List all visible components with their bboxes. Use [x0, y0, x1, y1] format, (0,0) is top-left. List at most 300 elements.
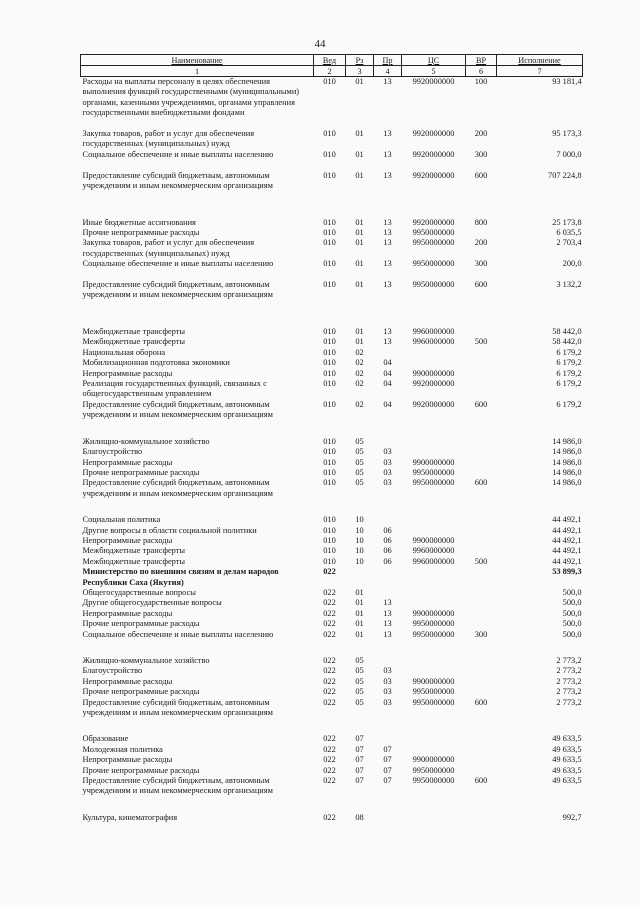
cell-cs [402, 567, 466, 588]
cell-vr [466, 666, 497, 676]
cell-exec: 49 633,5 [552, 765, 582, 775]
cell-ved: 010 [323, 556, 336, 566]
header-number: 7 [497, 66, 583, 77]
cell-rz: 05 [355, 656, 364, 665]
cell-rz: 01 [355, 598, 364, 608]
cell-exec: 2 773,2 [556, 666, 582, 676]
cell-ved: 022 [323, 765, 336, 775]
table-row [81, 677, 583, 687]
cell-pr: 04 [383, 368, 392, 378]
cell-ved: 010 [323, 259, 336, 269]
cell-pr: 03 [383, 676, 392, 686]
header-vr: ВР [466, 55, 497, 66]
table-row [81, 588, 583, 598]
cell-rz: 05 [355, 697, 364, 707]
table-row [81, 567, 583, 588]
cell-cs [402, 358, 466, 368]
cell-pr: 13 [383, 77, 392, 86]
cell-vr [466, 546, 497, 556]
cell-cs [402, 656, 466, 666]
spacer-row [81, 421, 583, 437]
spacer-row [81, 202, 583, 218]
cell-ved: 022 [323, 687, 336, 697]
cell-exec: 500,0 [562, 608, 582, 618]
cell-cs: 9950000000 [412, 478, 455, 488]
cell-ved: 010 [323, 77, 336, 86]
cell-pr: 06 [383, 525, 392, 535]
table-row [81, 171, 583, 202]
cell-exec: 44 492,1 [552, 556, 582, 566]
cell-cs: 9950000000 [412, 776, 455, 786]
cell-pr: 07 [383, 776, 392, 786]
cell-cs: 9900000000 [412, 755, 455, 765]
cell-cs [402, 348, 466, 358]
cell-ved: 010 [323, 379, 336, 389]
cell-vr [466, 598, 497, 608]
cell-exec: 49 633,5 [552, 755, 582, 765]
table-row [81, 630, 583, 640]
cell-name: Предоставление субсидий бюджетным, автономным учреждениям и иным некоммерческим организациям [82, 478, 273, 498]
cell-pr: 03 [383, 666, 392, 676]
table-row [81, 218, 583, 228]
cell-exec: 500,0 [562, 629, 582, 639]
cell-name: Культура, кинематография [82, 812, 178, 822]
cell-cs: 9960000000 [412, 327, 455, 337]
cell-rz: 10 [355, 525, 364, 535]
cell-cs: 9950000000 [412, 687, 455, 697]
cell-exec: 3 132,2 [556, 280, 582, 290]
spacer-cell [81, 797, 583, 813]
cell-pr: 13 [383, 170, 392, 180]
table-row [81, 598, 583, 608]
cell-exec: 25 173,8 [552, 217, 582, 227]
cell-name: Непрограммные расходы [82, 755, 173, 765]
table-row [81, 379, 583, 400]
header-number: 3 [346, 66, 374, 77]
cell-ved: 010 [323, 170, 336, 180]
cell-rz: 05 [355, 457, 364, 467]
cell-pr: 06 [383, 556, 392, 566]
cell-ved: 010 [323, 436, 336, 446]
cell-rz: 01 [355, 619, 364, 629]
cell-cs: 9920000000 [412, 77, 455, 86]
cell-exec: 44 492,1 [552, 515, 582, 525]
cell-rz: 05 [355, 436, 364, 446]
cell-pr: 13 [383, 337, 392, 347]
table-row [81, 734, 583, 744]
cell-name: Молодежная политика [82, 744, 163, 754]
cell-rz: 08 [355, 812, 364, 822]
cell-rz: 05 [355, 666, 364, 676]
cell-pr: 07 [383, 755, 392, 765]
cell-cs: 9920000000 [412, 149, 455, 159]
cell-pr: 06 [383, 535, 392, 545]
cell-exec: 500,0 [562, 587, 582, 597]
cell-pr: 03 [383, 697, 392, 707]
cell-vr [466, 447, 497, 457]
cell-name: Прочие непрограммные расходы [82, 619, 200, 629]
cell-cs: 9960000000 [412, 337, 455, 347]
table-row [81, 280, 583, 311]
cell-vr: 600 [474, 776, 488, 786]
cell-exec: 6 035,5 [556, 228, 582, 238]
header-row [81, 55, 583, 66]
cell-ved: 022 [323, 812, 336, 822]
cell-cs: 9920000000 [412, 379, 455, 389]
cell-vr [466, 677, 497, 687]
cell-vr: 500 [474, 556, 488, 566]
cell-cs: 9950000000 [412, 238, 455, 248]
cell-vr [466, 228, 497, 238]
cell-cs: 9950000000 [412, 467, 455, 477]
spacer-row [81, 797, 583, 813]
cell-vr [466, 358, 497, 368]
cell-rz: 01 [355, 129, 364, 138]
cell-ved: 022 [323, 666, 336, 676]
cell-pr: 13 [383, 629, 392, 639]
table-row [81, 619, 583, 629]
cell-exec: 95 173,3 [552, 129, 582, 138]
cell-exec: 992,7 [562, 812, 582, 822]
cell-cs: 9920000000 [412, 170, 455, 180]
table-row [81, 150, 583, 171]
cell-rz: 10 [355, 535, 364, 545]
cell-ved: 022 [323, 567, 336, 577]
cell-vr: 600 [474, 399, 488, 409]
cell-ved: 010 [323, 129, 336, 138]
cell-name: Расходы на выплаты персоналу в целях обеспечения выполнения функций государственными (муниципальными) органами, казенными учреждениями, органами управления государственными внебюджетными фондами [82, 77, 300, 118]
cell-pr [374, 515, 402, 525]
table-row [81, 369, 583, 379]
cell-vr [466, 437, 497, 447]
cell-pr: 03 [383, 457, 392, 467]
cell-ved: 010 [323, 217, 336, 227]
cell-pr: 07 [383, 765, 392, 775]
table-row [81, 745, 583, 755]
cell-name: Социальное обеспечение и иные выплаты населению [82, 629, 274, 639]
table-row [81, 327, 583, 337]
spacer-cell [81, 640, 583, 656]
cell-name: Предоставление субсидий бюджетным, автономным учреждениям и иным некоммерческим организациям [82, 776, 273, 796]
cell-rz: 01 [355, 608, 364, 618]
cell-name: Социальная политика [82, 515, 161, 525]
cell-name: Непрограммные расходы [82, 457, 173, 467]
cell-name: Прочие непрограммные расходы [82, 228, 200, 238]
cell-ved: 010 [323, 280, 336, 290]
cell-pr: 13 [383, 608, 392, 618]
cell-rz: 05 [355, 467, 364, 477]
header-pr: Пр [374, 55, 402, 66]
header-name: Наименование [81, 55, 314, 66]
cell-pr: 03 [383, 467, 392, 477]
cell-name: Социальное обеспечение и иные выплаты населению [82, 149, 274, 159]
cell-rz: 07 [355, 734, 364, 744]
cell-rz: 10 [355, 556, 364, 566]
cell-vr [466, 515, 497, 525]
cell-rz: 02 [355, 358, 364, 368]
cell-exec: 49 633,5 [552, 734, 582, 744]
cell-exec: 2 703,4 [556, 238, 582, 248]
cell-exec: 58 442,0 [552, 327, 582, 337]
cell-cs: 9900000000 [412, 676, 455, 686]
cell-pr: 06 [383, 546, 392, 556]
cell-name: Образование [82, 734, 129, 744]
table-body [81, 77, 583, 824]
table-row [81, 536, 583, 546]
spacer-row [81, 499, 583, 515]
cell-exec: 49 633,5 [552, 744, 582, 754]
header-number: 6 [466, 66, 497, 77]
cell-name: Межбюджетные трансферты [82, 556, 186, 566]
cell-rz: 01 [355, 217, 364, 227]
cell-pr: 13 [383, 327, 392, 337]
cell-rz: 05 [355, 687, 364, 697]
cell-pr: 13 [383, 619, 392, 629]
cell-pr: 03 [383, 447, 392, 457]
cell-exec: 93 181,4 [552, 77, 582, 86]
header-number: 5 [402, 66, 466, 77]
cell-rz: 10 [355, 515, 364, 525]
cell-ved: 010 [323, 368, 336, 378]
cell-exec: 14 986,0 [552, 457, 582, 467]
cell-vr [466, 619, 497, 629]
cell-rz: 02 [355, 379, 364, 389]
header-cs: ЦС [402, 55, 466, 66]
cell-rz [346, 567, 374, 588]
cell-pr: 13 [383, 217, 392, 227]
cell-ved: 022 [323, 734, 336, 744]
cell-name: Благоустройство [82, 666, 143, 676]
cell-name: Непрограммные расходы [82, 535, 173, 545]
cell-cs: 9950000000 [412, 228, 455, 238]
cell-name: Мобилизационная подготовка экономики [82, 358, 230, 368]
cell-ved: 022 [323, 755, 336, 765]
cell-vr [466, 588, 497, 598]
table-row [81, 259, 583, 280]
table-row [81, 687, 583, 697]
cell-ved: 022 [323, 629, 336, 639]
cell-vr: 200 [474, 238, 488, 248]
table-row [81, 228, 583, 238]
table-row [81, 546, 583, 556]
cell-exec: 44 492,1 [552, 535, 582, 545]
cell-ved: 010 [323, 228, 336, 238]
cell-ved: 010 [323, 347, 336, 357]
cell-name: Социальное обеспечение и иные выплаты населению [82, 259, 274, 269]
cell-name: Общегосударственные вопросы [82, 587, 196, 597]
cell-name: Национальная оборона [82, 347, 166, 357]
cell-cs: 9900000000 [412, 457, 455, 467]
table-row [81, 666, 583, 676]
cell-cs [402, 734, 466, 744]
cell-pr: 13 [383, 280, 392, 290]
table-row [81, 755, 583, 765]
cell-exec: 7 000,0 [556, 149, 582, 159]
cell-exec: 6 179,2 [556, 399, 582, 409]
cell-rz: 01 [355, 280, 364, 290]
cell-vr [466, 656, 497, 666]
cell-cs: 9920000000 [412, 217, 455, 227]
cell-name: Жилищно-коммунальное хозяйство [82, 436, 210, 446]
cell-exec: 44 492,1 [552, 525, 582, 535]
cell-name: Благоустройство [82, 447, 143, 457]
cell-vr: 300 [474, 259, 488, 269]
spacer-row [81, 311, 583, 327]
cell-rz: 01 [355, 337, 364, 347]
cell-vr [466, 327, 497, 337]
cell-rz: 02 [355, 347, 364, 357]
cell-rz: 05 [355, 478, 364, 488]
cell-cs [402, 437, 466, 447]
cell-vr [466, 379, 497, 400]
spacer-cell [81, 421, 583, 437]
cell-cs: 9900000000 [412, 368, 455, 378]
cell-rz: 07 [355, 755, 364, 765]
cell-vr [466, 687, 497, 697]
cell-exec: 2 773,2 [556, 687, 582, 697]
cell-rz: 01 [355, 77, 364, 86]
cell-pr: 13 [383, 598, 392, 608]
cell-vr: 300 [474, 149, 488, 159]
cell-ved: 022 [323, 608, 336, 618]
cell-pr [374, 348, 402, 358]
cell-ved: 022 [323, 697, 336, 707]
header-number-row [81, 66, 583, 77]
cell-ved: 022 [323, 598, 336, 608]
cell-pr: 04 [383, 379, 392, 389]
cell-cs [402, 515, 466, 525]
cell-vr: 600 [474, 478, 488, 488]
cell-rz: 01 [355, 228, 364, 238]
cell-cs: 9920000000 [412, 129, 455, 138]
cell-pr [374, 734, 402, 744]
cell-rz: 01 [355, 149, 364, 159]
cell-rz: 01 [355, 587, 364, 597]
cell-exec: 14 986,0 [552, 447, 582, 457]
table-row [81, 468, 583, 478]
table-row [81, 358, 583, 368]
cell-exec: 2 773,2 [556, 676, 582, 686]
cell-pr: 13 [383, 129, 392, 138]
page-number: 44 [314, 38, 326, 50]
cell-name: Закупка товаров, работ и услуг для обеспечения государственных (муниципальных) нужд [82, 238, 255, 258]
cell-name: Жилищно-коммунальное хозяйство [82, 656, 210, 665]
cell-name: Предоставление субсидий бюджетным, автономным учреждениям и иным некоммерческим организациям [82, 399, 273, 420]
cell-rz: 07 [355, 744, 364, 754]
cell-exec: 6 179,2 [556, 368, 582, 378]
cell-cs: 9950000000 [412, 697, 455, 707]
cell-exec: 14 986,0 [552, 436, 582, 446]
cell-rz: 02 [355, 399, 364, 409]
cell-rz: 01 [355, 259, 364, 269]
cell-cs [402, 598, 466, 608]
table-row [81, 609, 583, 619]
cell-rz: 01 [355, 629, 364, 639]
cell-cs: 9950000000 [412, 259, 455, 269]
cell-vr [466, 567, 497, 588]
cell-vr [466, 348, 497, 358]
cell-name: Непрограммные расходы [82, 608, 173, 618]
cell-exec: 14 986,0 [552, 478, 582, 488]
cell-exec: 707 224,8 [548, 170, 582, 180]
header-rz: Рз [346, 55, 374, 66]
header-exec: Исполнение [497, 55, 583, 66]
table-row [81, 813, 583, 823]
cell-ved: 022 [323, 776, 336, 786]
cell-name: Непрограммные расходы [82, 676, 173, 686]
cell-vr: 300 [474, 629, 488, 639]
cell-vr [466, 766, 497, 776]
cell-cs [402, 666, 466, 676]
cell-ved: 022 [323, 744, 336, 754]
cell-rz: 02 [355, 368, 364, 378]
cell-exec: 2 773,2 [556, 656, 582, 665]
cell-cs [402, 447, 466, 457]
cell-pr: 03 [383, 478, 392, 488]
cell-name: Непрограммные расходы [82, 368, 173, 378]
cell-name: Прочие непрограммные расходы [82, 467, 200, 477]
cell-cs: 9950000000 [412, 619, 455, 629]
cell-ved: 010 [323, 149, 336, 159]
table-row [81, 515, 583, 525]
cell-vr [466, 813, 497, 823]
cell-vr: 200 [474, 129, 488, 138]
cell-exec: 58 442,0 [552, 337, 582, 347]
budget-table [80, 54, 583, 823]
table-row [81, 348, 583, 358]
cell-pr [374, 813, 402, 823]
cell-vr: 600 [474, 697, 488, 707]
table-row [81, 400, 583, 421]
cell-name: Другие общегосударственные вопросы [82, 598, 222, 608]
cell-pr: 07 [383, 744, 392, 754]
table-row [81, 656, 583, 666]
cell-vr: 100 [474, 77, 488, 86]
cell-vr [466, 745, 497, 755]
cell-pr [374, 656, 402, 666]
cell-name: Предоставление субсидий бюджетным, автономным учреждениям и иным некоммерческим организациям [82, 280, 273, 300]
cell-cs: 9950000000 [412, 280, 455, 290]
cell-rz: 01 [355, 238, 364, 248]
cell-ved: 010 [323, 238, 336, 248]
cell-name: Прочие непрограммные расходы [82, 765, 200, 775]
cell-name: Предоставление субсидий бюджетным, автономным учреждениям и иным некоммерческим организациям [82, 697, 273, 718]
cell-cs: 9960000000 [412, 546, 455, 556]
cell-pr: 13 [383, 149, 392, 159]
cell-exec: 2 773,2 [556, 697, 582, 707]
cell-cs [402, 588, 466, 598]
header-number: 2 [314, 66, 346, 77]
cell-cs: 9960000000 [412, 556, 455, 566]
cell-ved: 022 [323, 676, 336, 686]
cell-name: Иные бюджетные ассигнования [82, 217, 196, 227]
cell-vr [466, 734, 497, 744]
cell-name: Прочие непрограммные расходы [82, 687, 200, 697]
cell-cs: 9950000000 [412, 765, 455, 775]
cell-cs: 9900000000 [412, 608, 455, 618]
cell-rz: 05 [355, 447, 364, 457]
header-number: 4 [374, 66, 402, 77]
cell-exec: 53 899,3 [552, 567, 582, 577]
cell-vr: 500 [474, 337, 488, 347]
cell-exec: 6 179,2 [556, 379, 582, 389]
cell-cs [402, 745, 466, 755]
cell-exec: 44 492,1 [552, 546, 582, 556]
cell-vr [466, 458, 497, 468]
cell-ved: 010 [323, 535, 336, 545]
table-row [81, 776, 583, 797]
header-number: 1 [81, 66, 314, 77]
